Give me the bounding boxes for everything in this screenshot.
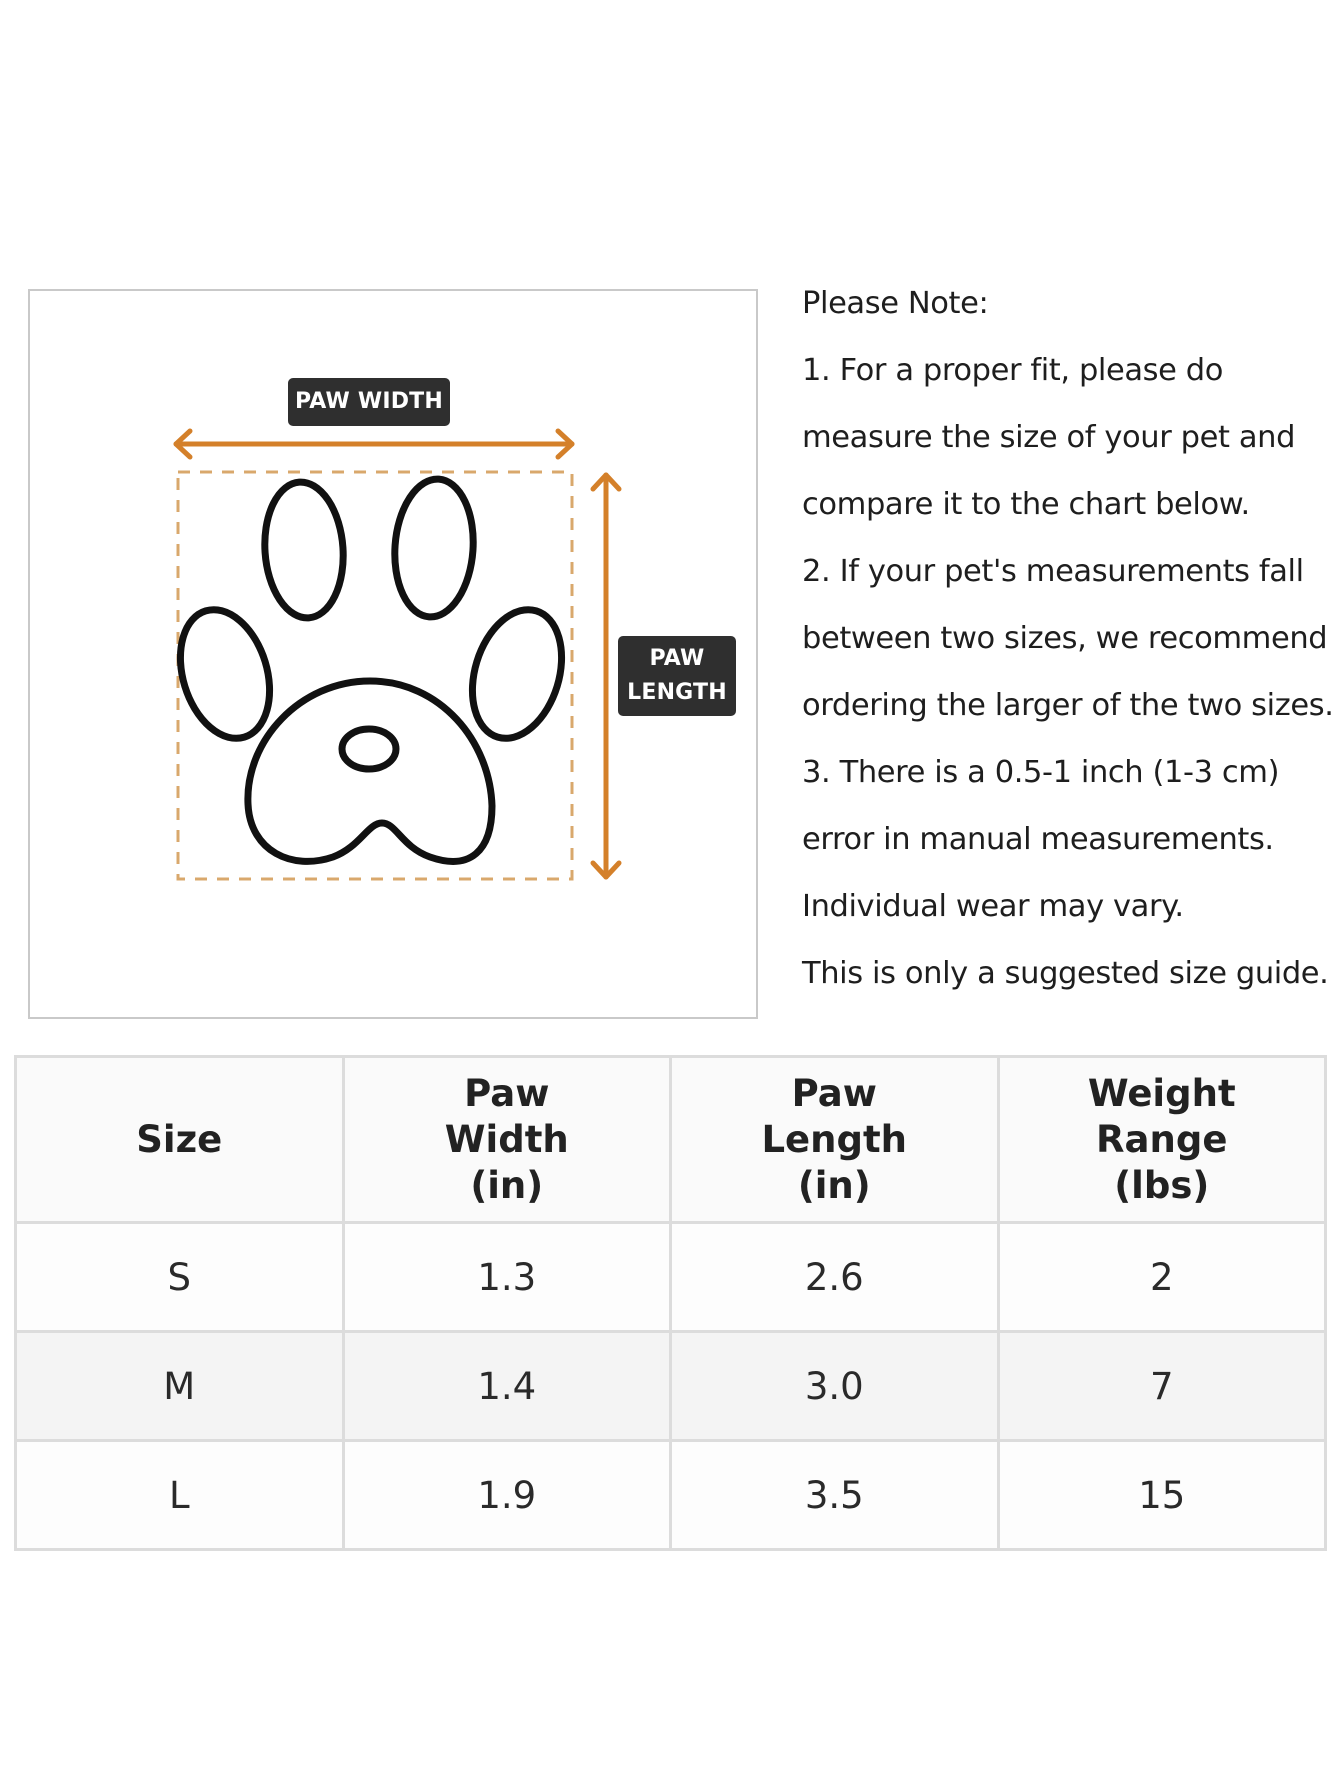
- header-size: [16, 1057, 344, 1223]
- header-paw-width: [343, 1057, 671, 1223]
- cell-weight: 15: [998, 1441, 1326, 1550]
- header-text: (lbs): [1114, 1163, 1210, 1207]
- cell-paw-width: 1.9: [343, 1441, 671, 1550]
- table-row: [16, 1441, 1326, 1550]
- notes-heading: Please Note:: [802, 286, 989, 321]
- header-text: (in): [797, 1163, 871, 1207]
- table-header-row: [16, 1057, 1326, 1223]
- paw-print-icon: [166, 476, 577, 861]
- header-text: (in): [470, 1163, 544, 1207]
- paw-measurement-diagram: [28, 289, 758, 1019]
- length-arrow-icon: [593, 475, 619, 877]
- table-row: [16, 1223, 1326, 1332]
- notes-line: error in manual measurements.: [802, 822, 1274, 857]
- cell-paw-width: 1.4: [343, 1332, 671, 1441]
- notes-line: between two sizes, we recommend: [802, 621, 1328, 656]
- cell-weight: 2: [998, 1223, 1326, 1332]
- cell-paw-width: 1.3: [343, 1223, 671, 1332]
- notes-line: ordering the larger of the two sizes.: [802, 688, 1334, 723]
- width-arrow-icon: [176, 431, 572, 457]
- paw-length-label: [618, 636, 736, 716]
- cell-paw-length: 3.0: [671, 1332, 999, 1441]
- notes-line: Individual wear may vary.: [802, 889, 1184, 924]
- size-notes: [802, 270, 1332, 1007]
- paw-length-label-line1: PAW: [649, 646, 705, 671]
- notes-line: measure the size of your pet and: [802, 420, 1296, 455]
- header-text: Weight: [1087, 1071, 1236, 1115]
- notes-line: This is only a suggested size guide.: [802, 956, 1329, 991]
- header-text: Width: [444, 1117, 569, 1161]
- cell-paw-length: 3.5: [671, 1441, 999, 1550]
- cell-size: L: [16, 1441, 344, 1550]
- cell-paw-length: 2.6: [671, 1223, 999, 1332]
- cell-weight: 7: [998, 1332, 1326, 1441]
- header-text: Size: [136, 1117, 223, 1161]
- header-text: Paw: [791, 1071, 877, 1115]
- cell-size: M: [16, 1332, 344, 1441]
- cell-size: S: [16, 1223, 344, 1332]
- header-text: Length: [761, 1117, 908, 1161]
- notes-line: 3. There is a 0.5-1 inch (1-3 cm): [802, 755, 1280, 790]
- header-text: Range: [1096, 1117, 1228, 1161]
- paw-width-label: PAW WIDTH: [288, 378, 450, 426]
- paw-length-label-line2: LENGTH: [627, 680, 727, 705]
- notes-line: 1. For a proper fit, please do: [802, 353, 1224, 388]
- header-text: Paw: [464, 1071, 550, 1115]
- size-chart-table: [14, 1055, 1327, 1551]
- table-row: [16, 1332, 1326, 1441]
- measurement-guide-box: [178, 472, 572, 879]
- header-weight-range: [998, 1057, 1326, 1223]
- header-paw-length: [671, 1057, 999, 1223]
- notes-line: 2. If your pet's measurements fall: [802, 554, 1304, 589]
- notes-line: compare it to the chart below.: [802, 487, 1250, 522]
